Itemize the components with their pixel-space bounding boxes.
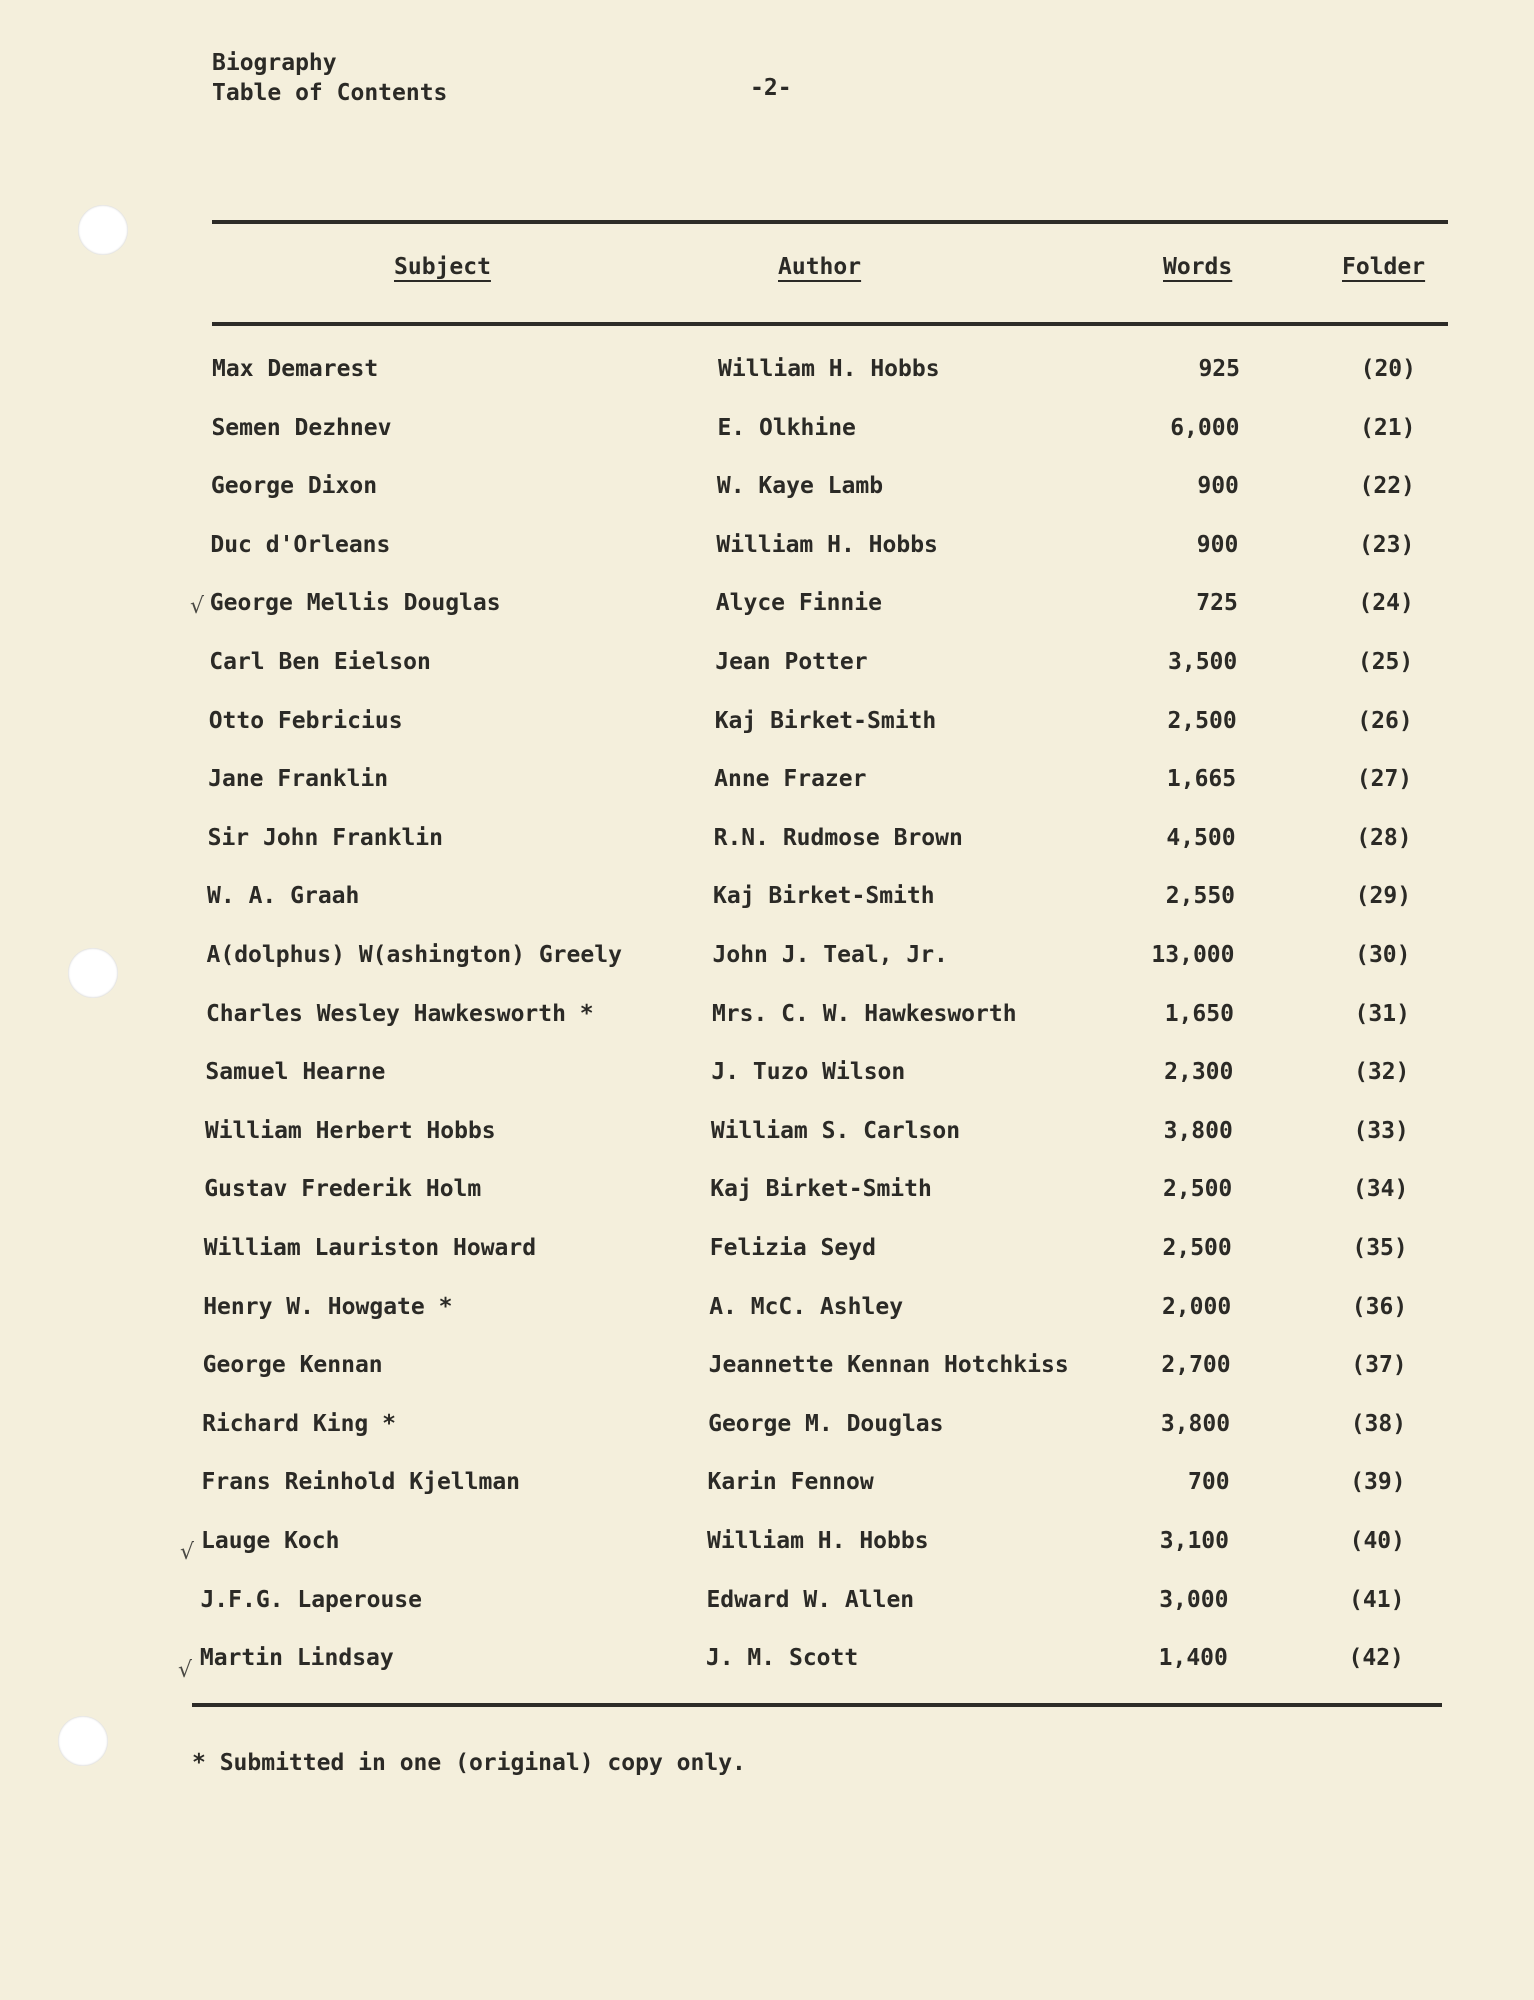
author-cell: Alyce Finnie — [715, 590, 882, 617]
author-cell: J. M. Scott — [705, 1645, 859, 1672]
words-cell: 2,500 — [1167, 707, 1237, 734]
author-cell: George M. Douglas — [708, 1410, 944, 1437]
subject-cell: William Herbert Hobbs — [204, 1117, 496, 1144]
subject-cell: Henry W. Howgate * — [203, 1293, 453, 1320]
words-cell: 3,800 — [1163, 1117, 1233, 1144]
subject-cell: Duc d'Orleans — [210, 531, 391, 558]
folder-cell: (32) — [1354, 1059, 1410, 1086]
folder-cell: (41) — [1349, 1586, 1405, 1613]
words-cell: 2,550 — [1165, 883, 1236, 910]
words-cell: 1,665 — [1166, 766, 1237, 793]
words-cell: 1,400 — [1158, 1645, 1228, 1672]
author-cell: Mrs. C. W. Hawkesworth — [711, 1000, 1017, 1027]
words-cell: 925 — [1198, 356, 1240, 382]
table-row — [0, 356, 1534, 396]
words-cell: 4,500 — [1166, 824, 1236, 851]
author-cell: Felizia Seyd — [709, 1235, 876, 1261]
subject-cell: Charles Wesley Hawkesworth * — [205, 1000, 594, 1027]
folder-cell: (38) — [1350, 1410, 1407, 1437]
folder-cell: (36) — [1351, 1293, 1408, 1320]
words-cell: 2,700 — [1161, 1352, 1231, 1379]
table-row — [0, 1294, 1534, 1334]
subject-cell: George Kennan — [202, 1352, 383, 1379]
subject-cell: George Mellis Douglas — [209, 590, 501, 617]
check-mark: √ — [190, 594, 205, 619]
folder-cell: (39) — [1350, 1469, 1406, 1496]
subject-cell: Gustav Frederik Holm — [204, 1176, 482, 1203]
folder-cell: (35) — [1352, 1235, 1408, 1261]
subject-cell: J.F.G. Laperouse — [200, 1586, 422, 1613]
folder-cell: (27) — [1356, 766, 1413, 793]
check-mark: √ — [180, 1540, 195, 1565]
table-row — [0, 649, 1534, 689]
words-cell: 3,800 — [1160, 1410, 1231, 1437]
folder-cell: (28) — [1356, 824, 1412, 851]
words-cell: 1,650 — [1164, 1000, 1234, 1027]
subject-cell: Martin Lindsay — [199, 1645, 394, 1672]
words-cell: 13,000 — [1151, 942, 1235, 968]
author-cell: R.N. Rudmose Brown — [713, 824, 963, 851]
subject-cell: W. A. Graah — [207, 883, 360, 910]
column-header-subject: Subject — [394, 254, 491, 280]
author-cell: William S. Carlson — [710, 1117, 961, 1144]
folder-cell: (24) — [1358, 590, 1414, 617]
subject-cell: George Dixon — [210, 473, 378, 500]
folder-cell: (30) — [1355, 942, 1411, 968]
folder-cell: (25) — [1357, 649, 1414, 675]
table-row — [0, 942, 1534, 982]
subject-cell: Otto Febricius — [208, 707, 403, 734]
subject-cell: Sir John Franklin — [207, 824, 443, 851]
table-row — [0, 1645, 1534, 1685]
table-row — [0, 1118, 1534, 1158]
author-cell: Anne Frazer — [714, 766, 867, 793]
folder-cell: (40) — [1349, 1528, 1405, 1554]
words-cell: 3,000 — [1159, 1586, 1229, 1613]
words-cell: 900 — [1196, 531, 1239, 558]
subject-cell: Samuel Hearne — [205, 1059, 386, 1086]
subject-cell: Jane Franklin — [208, 766, 389, 793]
column-header-words: Words — [1163, 254, 1233, 280]
page-number: -2- — [750, 75, 792, 101]
footnote: * Submitted in one (original) copy only. — [192, 1750, 746, 1776]
table-row — [0, 825, 1534, 865]
table-row — [0, 1587, 1534, 1627]
folder-cell: (31) — [1354, 1000, 1410, 1027]
subject-cell: A(dolphus) W(ashington) Greely — [206, 942, 622, 968]
folder-cell: (42) — [1348, 1645, 1404, 1672]
folder-cell: (29) — [1355, 883, 1412, 910]
words-cell: 725 — [1196, 590, 1238, 617]
header-rule — [212, 322, 1448, 326]
subject-cell: Max Demarest — [212, 356, 379, 382]
author-cell: John J. Teal, Jr. — [712, 942, 948, 968]
column-header-folder: Folder — [1342, 254, 1426, 280]
table-row — [0, 415, 1534, 455]
folder-cell: (22) — [1359, 473, 1415, 500]
author-cell: Kaj Birket-Smith — [714, 707, 937, 734]
header-line-biography: Biography — [212, 50, 337, 76]
author-cell: W. Kaye Lamb — [716, 473, 884, 500]
table-row — [0, 1176, 1534, 1216]
words-cell: 3,500 — [1168, 649, 1238, 675]
table-row — [0, 708, 1534, 748]
subject-cell: Frans Reinhold Kjellman — [201, 1469, 521, 1496]
header-line-table-of-contents: Table of Contents — [212, 80, 448, 106]
words-cell: 3,100 — [1159, 1528, 1229, 1554]
table-row — [0, 1352, 1534, 1392]
words-cell: 700 — [1188, 1469, 1230, 1496]
column-header-author: Author — [778, 254, 862, 280]
author-cell: J. Tuzo Wilson — [711, 1059, 906, 1086]
words-cell: 6,000 — [1170, 414, 1240, 441]
table-row — [0, 1411, 1534, 1451]
folder-cell: (33) — [1353, 1117, 1409, 1144]
subject-cell: William Lauriston Howard — [203, 1235, 537, 1261]
folder-cell: (34) — [1352, 1176, 1409, 1203]
table-row — [0, 1001, 1534, 1041]
table-row — [0, 1235, 1534, 1275]
table-row — [0, 532, 1534, 572]
table-row — [0, 590, 1534, 630]
subject-cell: Richard King * — [202, 1410, 396, 1437]
words-cell: 900 — [1197, 473, 1239, 500]
table-row — [0, 883, 1534, 923]
folder-cell: (26) — [1357, 707, 1413, 734]
words-cell: 2,500 — [1162, 1235, 1232, 1261]
words-cell: 2,300 — [1164, 1059, 1234, 1086]
table-row — [0, 1469, 1534, 1509]
author-cell: Jeannette Kennan Hotchkiss — [708, 1352, 1069, 1379]
table-row — [0, 766, 1534, 806]
document-header — [212, 48, 447, 108]
author-cell: Jean Potter — [715, 649, 868, 675]
words-cell: 2,500 — [1163, 1176, 1233, 1203]
words-cell: 2,000 — [1161, 1293, 1232, 1320]
author-cell: William H. Hobbs — [707, 1528, 929, 1554]
author-cell: Edward W. Allen — [706, 1586, 915, 1613]
top-rule — [212, 220, 1448, 224]
folder-cell: (23) — [1358, 531, 1415, 558]
punch-hole-bottom — [58, 1716, 108, 1766]
author-cell: William H. Hobbs — [718, 356, 940, 382]
table-row — [0, 1528, 1534, 1568]
author-cell: A. McC. Ashley — [709, 1293, 904, 1320]
subject-cell: Carl Ben Eielson — [209, 649, 431, 675]
table-row — [0, 473, 1534, 513]
author-cell: E. Olkhine — [717, 414, 856, 441]
subject-cell: Semen Dezhnev — [211, 414, 392, 441]
folder-cell: (20) — [1360, 356, 1416, 382]
folder-cell: (37) — [1351, 1352, 1407, 1379]
subject-cell: Lauge Koch — [201, 1528, 340, 1554]
author-cell: Kaj Birket-Smith — [713, 883, 935, 910]
author-cell: William H. Hobbs — [716, 531, 938, 558]
check-mark: √ — [178, 1658, 193, 1683]
folder-cell: (21) — [1360, 414, 1416, 441]
punch-hole-top — [78, 205, 128, 255]
author-cell: Karin Fennow — [707, 1469, 874, 1496]
table-row — [0, 1059, 1534, 1099]
author-cell: Kaj Birket-Smith — [710, 1176, 932, 1203]
bottom-rule — [192, 1703, 1442, 1707]
